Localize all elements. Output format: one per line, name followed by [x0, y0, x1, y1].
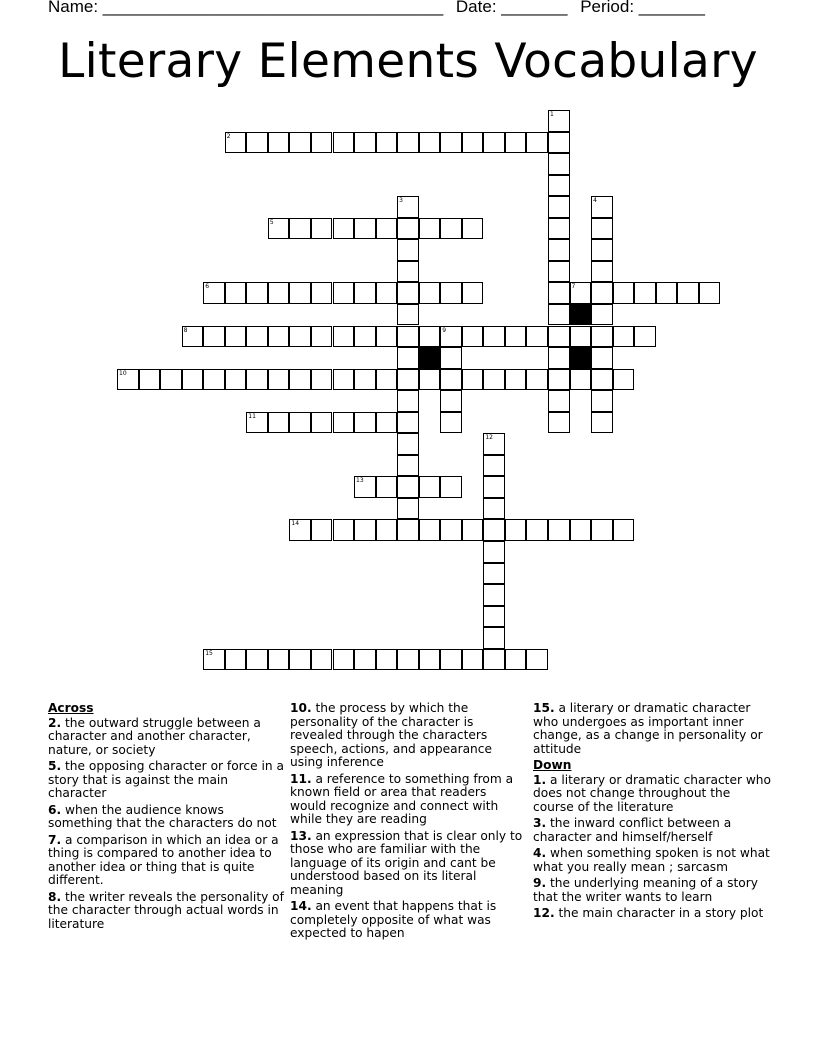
crossword-cell[interactable] [246, 412, 268, 434]
crossword-cell[interactable] [289, 519, 311, 541]
clue-text: a literary or dramatic character who undergoes as important inner change, as a change in personality or attitude [533, 701, 763, 756]
crossword-cell[interactable] [440, 390, 462, 412]
clue-text: the main character in a story plot [554, 906, 764, 920]
crossword-cell[interactable] [483, 326, 505, 348]
crossword-cell[interactable] [483, 433, 505, 455]
crossword-cell[interactable] [440, 326, 462, 348]
crossword-cell[interactable] [397, 476, 419, 498]
clue-number-label: 11. [290, 771, 312, 786]
crossword-cell[interactable] [268, 132, 290, 154]
crossword-cell[interactable] [182, 369, 204, 391]
crossword-cell[interactable] [333, 369, 355, 391]
clue-number: 11 [248, 412, 256, 420]
crossword-cell[interactable] [289, 326, 311, 348]
crossword-cell[interactable] [570, 369, 592, 391]
clue-number-label: 1. [533, 772, 547, 787]
clue-number-label: 2. [48, 715, 62, 730]
clue-number-label: 15. [533, 701, 555, 715]
crossword-cell[interactable] [462, 369, 484, 391]
crossword-cell[interactable] [591, 412, 613, 434]
crossword-cell[interactable] [225, 326, 247, 348]
crossword-cell[interactable] [311, 282, 333, 304]
clue-number-label: 6. [48, 802, 62, 817]
crossword-cell[interactable] [289, 132, 311, 154]
crossword-cell[interactable] [311, 369, 333, 391]
crossword-cell[interactable] [440, 519, 462, 541]
crossword-cell[interactable] [591, 261, 613, 283]
crossword-cell[interactable] [483, 563, 505, 585]
crossword-cell[interactable] [333, 132, 355, 154]
crossword-cell[interactable] [354, 132, 376, 154]
clue-number: 12 [485, 434, 493, 442]
crossword-cell[interactable] [483, 519, 505, 541]
clue-number: 4 [593, 197, 597, 205]
crossword-cell[interactable] [483, 649, 505, 671]
crossword-cell[interactable] [613, 519, 635, 541]
crossword-cell[interactable] [483, 627, 505, 649]
clue-item [533, 847, 773, 874]
crossword-cell[interactable] [289, 412, 311, 434]
crossword-cell[interactable] [397, 433, 419, 455]
crossword-cell[interactable] [160, 369, 182, 391]
crossword-cell[interactable] [462, 282, 484, 304]
crossword-cell[interactable] [505, 132, 527, 154]
clue-text: the inward conflict between a character and himself/herself [533, 816, 732, 844]
clue-number: 10 [119, 369, 127, 377]
clue-number: 7 [571, 283, 576, 291]
crossword-cell[interactable] [354, 282, 376, 304]
crossword-cell[interactable] [505, 519, 527, 541]
crossword-cell[interactable] [354, 369, 376, 391]
crossword-cell[interactable] [333, 649, 355, 671]
crossword-cell[interactable] [139, 369, 161, 391]
crossword-cell[interactable] [268, 369, 290, 391]
clue-text: the underlying meaning of a story that the writer wants to learn [533, 876, 758, 904]
crossword-cell[interactable] [419, 649, 441, 671]
clue-text: an event that happens that is completely opposite of what was expected to hapen [290, 899, 497, 940]
crossword-cell[interactable] [311, 649, 333, 671]
crossword-cell[interactable] [440, 347, 462, 369]
crossword-cell[interactable] [548, 110, 570, 132]
clue-item [533, 702, 773, 756]
crossword-cell[interactable] [526, 519, 548, 541]
crossword-cell[interactable] [397, 390, 419, 412]
crossword-cell[interactable] [376, 649, 398, 671]
crossword-cell[interactable] [397, 304, 419, 326]
crossword-cell[interactable] [333, 519, 355, 541]
across-heading: Across [48, 701, 94, 715]
crossword-cell[interactable] [462, 218, 484, 240]
crossword-cell[interactable] [440, 218, 462, 240]
clues-column-3 [533, 702, 773, 924]
crossword-cell[interactable] [591, 239, 613, 261]
crossword-cell[interactable] [548, 347, 570, 369]
crossword-cell[interactable] [548, 175, 570, 197]
crossword-cell[interactable] [526, 132, 548, 154]
crossword-cell[interactable] [117, 369, 139, 391]
clue-number-label: 14. [290, 899, 312, 913]
crossword-cell[interactable] [613, 369, 635, 391]
clue-item [48, 760, 284, 801]
crossword-cell[interactable] [548, 153, 570, 175]
clue-item [48, 717, 284, 758]
crossword-cell[interactable] [289, 218, 311, 240]
crossword-cell[interactable] [354, 519, 376, 541]
clues-column-1 [48, 702, 284, 934]
crossword-cell[interactable] [246, 326, 268, 348]
name-field[interactable]: Name: ____________________________________ [48, 0, 444, 16]
crossword-cell[interactable] [203, 369, 225, 391]
crossword-cell[interactable] [354, 476, 376, 498]
period-field[interactable]: Period: _______ [580, 0, 705, 16]
crossword-cell[interactable] [419, 218, 441, 240]
clue-number: 8 [183, 326, 188, 334]
crossword-cell[interactable] [526, 326, 548, 348]
crossword-cell[interactable] [570, 282, 592, 304]
crossword-cell[interactable] [354, 649, 376, 671]
crossword-cell[interactable] [397, 455, 419, 477]
crossword-cell[interactable] [397, 649, 419, 671]
clues-column-2 [290, 702, 524, 944]
crossword-cell[interactable] [376, 412, 398, 434]
crossword-cell[interactable] [548, 261, 570, 283]
crossword-cell[interactable] [548, 390, 570, 412]
clue-number-label: 9. [533, 876, 547, 890]
black-cell [570, 347, 592, 369]
crossword-cell[interactable] [440, 476, 462, 498]
crossword-cell[interactable] [246, 282, 268, 304]
crossword-cell[interactable] [591, 218, 613, 240]
clue-text: the opposing character or force in a story that is against the main character [48, 759, 284, 800]
crossword-cell[interactable] [591, 282, 613, 304]
crossword-cell[interactable] [548, 326, 570, 348]
crossword-cell[interactable] [462, 519, 484, 541]
clue-item [290, 900, 524, 941]
crossword-cell[interactable] [440, 282, 462, 304]
clue-number: 1 [550, 111, 554, 118]
clue-item [533, 817, 773, 844]
crossword-cell[interactable] [397, 412, 419, 434]
crossword-cell[interactable] [440, 369, 462, 391]
crossword-cell[interactable] [397, 519, 419, 541]
crossword-cell[interactable] [376, 369, 398, 391]
crossword-cell[interactable] [397, 196, 419, 218]
clue-number: 6 [205, 283, 210, 291]
crossword-cell[interactable] [634, 326, 656, 348]
crossword-cell[interactable] [268, 218, 290, 240]
crossword-cell[interactable] [397, 369, 419, 391]
crossword-cell[interactable] [505, 369, 527, 391]
crossword-cell[interactable] [591, 390, 613, 412]
crossword-cell[interactable] [570, 326, 592, 348]
crossword-cell[interactable] [397, 239, 419, 261]
crossword-cell[interactable] [419, 132, 441, 154]
clue-text: when something spoken is not what what you really mean ; sarcasm [533, 846, 770, 874]
crossword-cell[interactable] [677, 282, 699, 304]
crossword-cell[interactable] [397, 498, 419, 520]
crossword-cell[interactable] [699, 282, 721, 304]
crossword-cell[interactable] [483, 606, 505, 628]
crossword-cell[interactable] [419, 519, 441, 541]
clue-number-label: 8. [48, 889, 62, 904]
clue-text: a reference to something from a known field or area that readers would recognize and connect with while they are reading [290, 771, 514, 826]
crossword-cell[interactable] [548, 282, 570, 304]
crossword-cell[interactable] [440, 649, 462, 671]
clue-item [290, 830, 524, 898]
clue-number: 3 [399, 197, 403, 205]
clue-number: 13 [356, 477, 364, 485]
crossword-cell[interactable] [376, 218, 398, 240]
crossword-cell[interactable] [182, 326, 204, 348]
crossword-cell[interactable] [419, 476, 441, 498]
crossword-cell[interactable] [483, 541, 505, 563]
crossword-cell[interactable] [203, 326, 225, 348]
crossword-cell[interactable] [591, 369, 613, 391]
clue-item [533, 907, 773, 921]
clue-number-label: 13. [290, 828, 312, 843]
clue-number-label: 4. [533, 846, 547, 860]
clue-number: 15 [205, 649, 213, 657]
clue-number-label: 3. [533, 816, 547, 830]
crossword-cell[interactable] [419, 326, 441, 348]
clue-number: 9 [442, 326, 447, 334]
crossword-cell[interactable] [289, 649, 311, 671]
crossword-cell[interactable] [397, 282, 419, 304]
crossword-cell[interactable] [333, 412, 355, 434]
clue-number-label: 5. [48, 759, 62, 773]
clue-number-label: 10. [290, 701, 312, 715]
crossword-cell[interactable] [376, 326, 398, 348]
crossword-cell[interactable] [311, 132, 333, 154]
crossword-cell[interactable] [548, 519, 570, 541]
crossword-cell[interactable] [225, 649, 247, 671]
crossword-cell[interactable] [483, 369, 505, 391]
clue-text: the outward struggle between a character and another character, nature, or society [48, 715, 261, 757]
crossword-cell[interactable] [591, 519, 613, 541]
crossword-cell[interactable] [591, 196, 613, 218]
crossword-cell[interactable] [268, 649, 290, 671]
clue-item [290, 702, 524, 770]
crossword-cell[interactable] [354, 412, 376, 434]
black-cell [570, 304, 592, 326]
crossword-cell[interactable] [483, 476, 505, 498]
crossword-cell[interactable] [397, 261, 419, 283]
crossword-cell[interactable] [548, 218, 570, 240]
clue-text: when the audience knows something that the characters do not [48, 802, 277, 830]
crossword-cell[interactable] [333, 282, 355, 304]
crossword-cell[interactable] [311, 326, 333, 348]
clue-item [48, 891, 284, 932]
crossword-cell[interactable] [225, 282, 247, 304]
clue-item [533, 877, 773, 904]
crossword-cell[interactable] [483, 132, 505, 154]
crossword-cell[interactable] [289, 369, 311, 391]
crossword-cell[interactable] [548, 132, 570, 154]
crossword-cell[interactable] [311, 412, 333, 434]
crossword-cell[interactable] [246, 649, 268, 671]
clue-number: 14 [291, 520, 300, 528]
crossword-cell[interactable] [634, 282, 656, 304]
clue-number-label: 12. [533, 906, 555, 920]
crossword-cell[interactable] [570, 519, 592, 541]
date-field[interactable]: Date: _______ [455, 0, 568, 16]
down-heading: Down [533, 758, 572, 772]
crossword-cell[interactable] [462, 649, 484, 671]
crossword-cell[interactable] [246, 369, 268, 391]
crossword-cell[interactable] [613, 326, 635, 348]
crossword-cell[interactable] [354, 326, 376, 348]
crossword-cell[interactable] [419, 282, 441, 304]
crossword-cell[interactable] [505, 326, 527, 348]
clue-number: 2 [226, 132, 231, 140]
crossword-cell[interactable] [225, 369, 247, 391]
crossword-cell[interactable] [483, 584, 505, 606]
crossword-cell[interactable] [268, 326, 290, 348]
black-cell [419, 347, 441, 369]
crossword-cell[interactable] [397, 347, 419, 369]
crossword-cell[interactable] [526, 369, 548, 391]
crossword-cell[interactable] [656, 282, 678, 304]
clue-number-label: 7. [48, 832, 62, 847]
crossword-cell[interactable] [548, 369, 570, 391]
crossword-cell[interactable] [526, 649, 548, 671]
clue-item [290, 773, 524, 827]
crossword-cell[interactable] [354, 218, 376, 240]
crossword-cell[interactable] [333, 218, 355, 240]
page-title: Literary Elements Vocabulary [58, 34, 758, 89]
clue-text: the process by which the personality of the character is revealed through the characters speech, actions, and appearance using inference [290, 701, 492, 769]
crossword-cell[interactable] [613, 282, 635, 304]
clue-number: 5 [269, 218, 274, 226]
crossword-cell[interactable] [440, 412, 462, 434]
crossword-cell[interactable] [397, 326, 419, 348]
crossword-cell[interactable] [548, 412, 570, 434]
crossword-cell[interactable] [462, 326, 484, 348]
clue-item [48, 834, 284, 888]
clue-item [48, 804, 284, 831]
clue-text: a literary or dramatic character who does not change throughout the course of the literature [533, 772, 771, 814]
crossword-cell[interactable] [376, 476, 398, 498]
clue-item [533, 774, 773, 815]
crossword-cell[interactable] [483, 498, 505, 520]
crossword-cell[interactable] [419, 369, 441, 391]
crossword-cell[interactable] [376, 132, 398, 154]
crossword-cell[interactable] [548, 304, 570, 326]
crossword-cell[interactable] [311, 218, 333, 240]
crossword-cell[interactable] [268, 282, 290, 304]
crossword-cell[interactable] [505, 649, 527, 671]
crossword-cell[interactable] [246, 132, 268, 154]
crossword-cell[interactable] [268, 412, 290, 434]
crossword-cell[interactable] [462, 132, 484, 154]
clue-text: the writer reveals the personality of the character through actual words in literature [48, 889, 284, 931]
crossword-cell[interactable] [203, 649, 225, 671]
crossword-cell[interactable] [225, 132, 247, 154]
crossword-cell[interactable] [311, 519, 333, 541]
crossword-cell[interactable] [333, 326, 355, 348]
crossword-cell[interactable] [591, 347, 613, 369]
crossword-cell[interactable] [397, 218, 419, 240]
crossword-cell[interactable] [203, 282, 225, 304]
crossword-cell[interactable] [483, 455, 505, 477]
crossword-cell[interactable] [376, 282, 398, 304]
crossword-cell[interactable] [289, 282, 311, 304]
crossword-cell[interactable] [440, 132, 462, 154]
crossword-cell[interactable] [591, 304, 613, 326]
crossword-cell[interactable] [376, 519, 398, 541]
crossword-cell[interactable] [591, 326, 613, 348]
clue-text: a comparison in which an idea or a thing is compared to another idea to another idea or thing that is quite different. [48, 832, 279, 887]
crossword-cell[interactable] [548, 196, 570, 218]
crossword-cell[interactable] [397, 132, 419, 154]
clue-text: an expression that is clear only to those who are familiar with the language of its origin and cant be understood based on its literal meaning [290, 828, 523, 897]
crossword-cell[interactable] [548, 239, 570, 261]
